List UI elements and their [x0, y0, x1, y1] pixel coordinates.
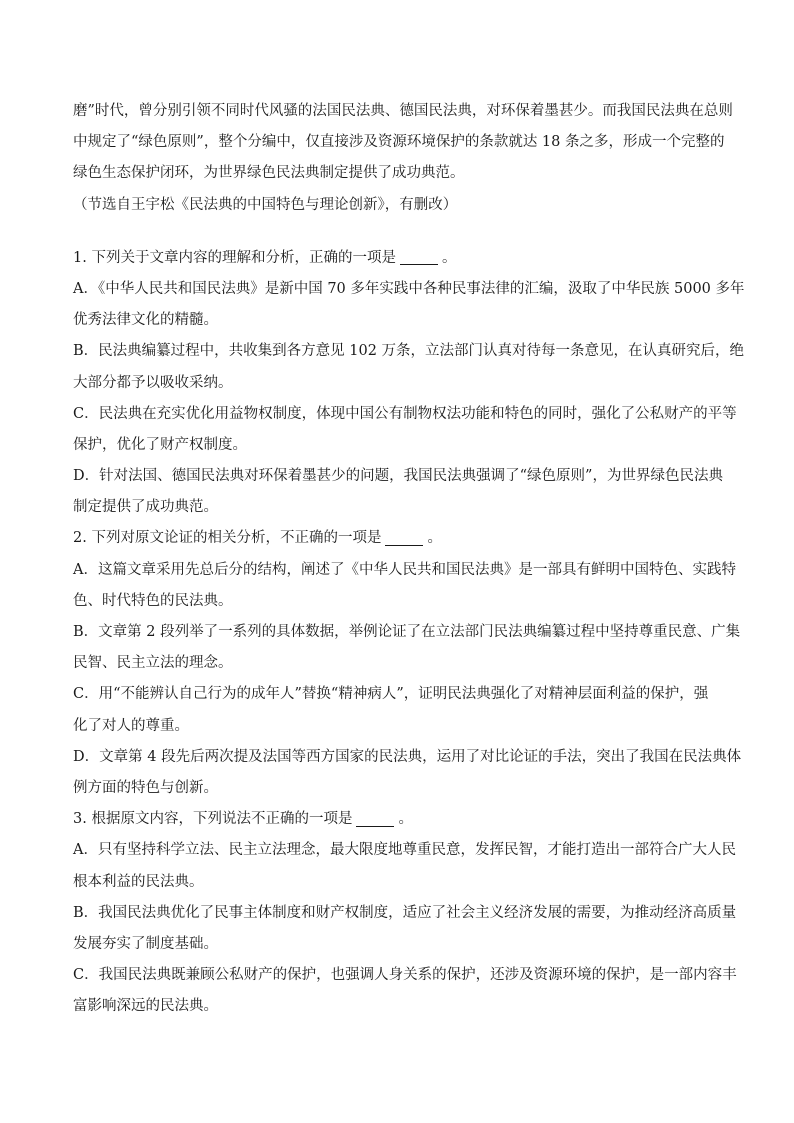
option-line: A．这篇文章采用先总后分的结构，阐述了《中华人民共和国民法典》是一部具有鲜明中国特色、实践特 [73, 561, 736, 578]
option-line: 优秀法律文化的精髓。 [73, 312, 218, 329]
option-line: B．民法典编纂过程中，共收集到各方意见 102 万条，立法部门认真对待每一条意见，在认真研究后，绝 [73, 343, 745, 360]
option-a[interactable] [73, 274, 745, 336]
option-line: 化了对人的尊重。 [73, 717, 189, 734]
option-line: C．我国民法典既兼顾公私财产的保护，也强调人身关系的保护，还涉及资源环境的保护，是一部内容丰 [73, 967, 737, 984]
option-line: C．民法典在充实优化用益物权制度，体现中国公有制物权法功能和特色的同时，强化了公私财产的平等 [73, 405, 737, 422]
option-line: B．我国民法典优化了民事主体制度和财产权制度，适应了社会主义经济发展的需要，为推动经济高质量 [73, 904, 737, 921]
passage-source: （节选自王宇松《民法典的中国特色与理论创新》，有删改） [73, 196, 458, 213]
question-stem-end: 。 [441, 249, 457, 266]
option-line: 大部分都予以吸收采纳。 [73, 374, 233, 391]
passage-line: 磨”时代，曾分别引领不同时代风骚的法国民法典、德国民法典，对环保着墨甚少。而我国民法典在总则 [73, 103, 733, 119]
option-d[interactable] [73, 461, 723, 523]
option-line: C．用“不能辨认自己行为的成年人”替换“精神病人”，证明民法典强化了对精神层面利益的保护，强 [73, 686, 709, 703]
question-stem [73, 243, 723, 274]
option-line: 例方面的特色与创新。 [73, 779, 218, 796]
question-stem-end: 。 [427, 530, 442, 547]
passage-line: 中规定了“绿色原则”，整个分编中，仅直接涉及资源环境保护的条款就达 18 条之多，形成一个完整的 [73, 134, 725, 151]
question-stem-text: 1. 下列关于文章内容的理解和分析，正确的一项是 [73, 249, 396, 266]
question-2 [73, 523, 742, 804]
option-c[interactable] [73, 399, 737, 461]
option-line: D．文章第 4 段先后两次提及法国等西方国家的民法典，运用了对比论证的手法，突出了我国在民法典体 [73, 748, 742, 765]
question-stem-end: 。 [398, 811, 413, 828]
spacer [73, 221, 723, 243]
question-1 [73, 243, 745, 524]
option-b[interactable] [73, 898, 737, 960]
option-d[interactable] [73, 742, 742, 804]
option-line: 民智、民主立法的理念。 [73, 655, 233, 672]
option-line: B．文章第 2 段列举了一系列的具体数据，举例论证了在立法部门民法典编纂过程中坚持尊重民意、广集 [73, 624, 741, 640]
option-c[interactable] [73, 679, 723, 741]
option-line: D．针对法国、德国民法典对环保着墨甚少的问题，我国民法典强调了“绿色原则”，为世界绿色民法典 [73, 468, 723, 485]
answer-blank[interactable] [356, 812, 394, 827]
passage-excerpt [73, 96, 733, 221]
option-line: 发展夯实了制度基础。 [73, 935, 218, 952]
option-c[interactable] [73, 960, 737, 1022]
option-b[interactable] [73, 617, 741, 679]
option-b[interactable] [73, 336, 745, 398]
question-stem-text: 3. 根据原文内容，下列说法不正确的一项是 [73, 811, 353, 828]
answer-blank[interactable] [385, 531, 423, 546]
option-line: 根本利益的民法典。 [73, 873, 204, 890]
answer-blank[interactable] [400, 250, 438, 265]
option-line: 色、时代特色的民法典。 [73, 592, 233, 609]
question-stem-text: 2. 下列对原文论证的相关分析，不正确的一项是 [73, 530, 382, 547]
question-stem [73, 804, 723, 835]
document-page [73, 96, 745, 1022]
option-a[interactable] [73, 555, 736, 617]
question-3 [73, 804, 737, 1022]
option-line: 富影响深远的民法典。 [73, 998, 218, 1015]
passage-line: 绿色生态保护闭环，为世界绿色民法典制定提供了成功典范。 [73, 165, 465, 182]
question-stem [73, 523, 723, 554]
option-line: 保护，优化了财产权制度。 [73, 436, 247, 453]
option-line: A．《中华人民共和国民法典》是新中国 70 多年实践中各种民事法律的汇编，汲取了中华民族 5000 多年 [73, 280, 745, 297]
option-line: 制定提供了成功典范。 [73, 499, 218, 516]
option-a[interactable] [73, 835, 736, 897]
option-line: A．只有坚持科学立法、民主立法理念，最大限度地尊重民意，发挥民智，才能打造出一部符合广大人民 [73, 842, 736, 859]
